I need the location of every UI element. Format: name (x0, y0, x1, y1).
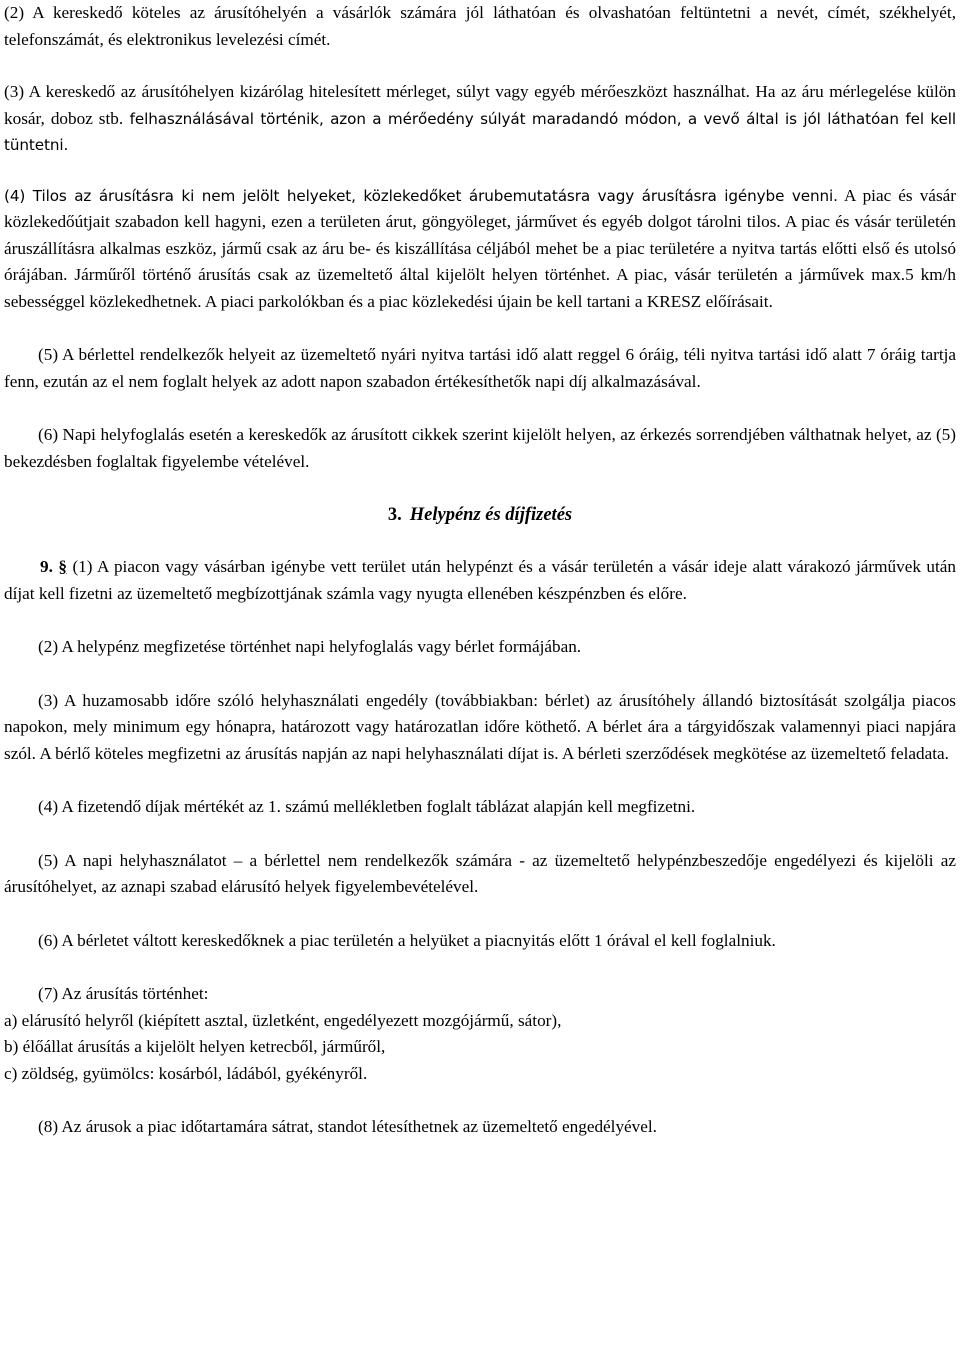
spacer (4, 528, 956, 554)
section-9-paragraph-1-text: (1) A piacon vagy vásárban igénybe vett terület után helypénzt és a vásár területén a vásár ideje alatt várakozó járművek után díjat kell fizetni az üzemeltető megbízottjának számla vagy nyugta ellenében készpénzben és előre. (4, 557, 956, 603)
paragraph-5-text: (5) A bérlettel rendelkezők helyeit az üzemeltető nyári nyitva tartási idő alatt reggel 6 óráig, téli nyitva tartási idő alatt 7 óráig tartja fenn, ezután az el nem foglalt helyek az adott napon szabadon értékesíthetők napi díj alkalmazásával. (4, 345, 956, 391)
spacer (4, 821, 956, 848)
paragraph-2-text: (2) A kereskedő köteles az árusítóhelyén a vásárlók számára jól láthatóan és olvashatóan feltüntetni a nevét, címét, székhelyét, telefonszámát, és elektronikus levelezési címét. (4, 3, 956, 49)
paragraph-3-text-part1: (3) A kereskedő az árusítóhelyen kizárólag hitelesített mérleget, súlyt vagy egyéb mérőeszközt használhat. Ha az áru mérlegelése külön kosár, doboz stb. (4, 82, 956, 128)
paragraph-2 (4, 0, 956, 53)
section-heading-number: 3. (387, 505, 402, 525)
spacer (4, 954, 956, 981)
section-9-paragraph-3-text: (3) A huzamosabb időre szóló helyhasználati engedély (továbbiakban: bérlet) az árusítóhely állandó biztosítását szolgálja piacos napokon, mely minimum egy hónapra, határozott vagy határozatlan időre köthető. A bérlet ára a tárgyidőszak valamennyi piaci napjára szól. A bérlő köteles megfizetni az árusítás napján az napi helyhasználati díjat is. A bérleti szerződések megkötése az üzemeltető feladata. (4, 690, 956, 763)
section-9-paragraph-2 (4, 634, 956, 661)
section-9-paragraph-7-intro (4, 981, 956, 1008)
spacer (4, 159, 956, 183)
section-9-paragraph-4-text: (4) A fizetendő díjak mértékét az 1. számú mellékletben foglalt táblázat alapján kell megfizetni. (38, 797, 696, 816)
spacer (4, 1087, 956, 1114)
spacer (4, 315, 956, 342)
spacer (4, 475, 956, 502)
section-heading (4, 502, 956, 528)
paragraph-4-text-part2: A piac és vásár közlekedőútjait szabadon kell hagyni, ezen a területen árut, göngyöleget, járművet és egyéb dolgot tárolni tilos. A piac és vásár területén áruszállításra alkalmas eszköz, jármű csak az áru be- és kiszállítása céljából mehet be a piac területére a nyitva tartás előtti első és utolsó órájában. Járműről történő árusítás csak az üzemeltető által kijelölt helyen történhet. A piac, vásár területén a járművek max.5 km/h sebességgel közlekedhetnek. A piaci parkolókban és a piac közlekedési újain be kell tartani a KRESZ előírásait. (4, 185, 956, 311)
section-9-paragraph-6-text: (6) A bérletet váltott kereskedőknek a piac területén a helyüket a piacnyitás előtt 1 órával el kell foglalniuk. (38, 930, 776, 950)
list-item (4, 1061, 956, 1088)
section-9-number: 9. (40, 557, 53, 576)
section-9-paragraph-1 (4, 554, 956, 607)
section-sign: § (58, 557, 67, 576)
paragraph-4 (4, 183, 956, 316)
document-page (4, 0, 956, 1141)
spacer (4, 607, 956, 634)
paragraph-4-text-part1: (4) Tilos az árusításra ki nem jelölt helyeket, közlekedőket árubemutatásra vagy árusításra igénybe venni. (4, 186, 838, 205)
spacer (4, 53, 956, 79)
section-9-paragraph-8 (4, 1114, 956, 1141)
section-9-paragraph-6 (4, 928, 956, 955)
list-item (4, 1034, 956, 1061)
paragraph-6-text: (6) Napi helyfoglalás esetén a kereskedők az árusított cikkek szerint kijelölt helyen, az érkezés sorrendjében válthatnak helyet, az (5) bekezdésben foglaltak figyelembe vételével. (4, 425, 956, 471)
section-9-paragraph-5-text: (5) A napi helyhasználatot – a bérlettel nem rendelkezők számára - az üzemeltető helypénzbeszedője engedélyezi és kijelöli az árusítóhelyet, az aznapi szabad elárusító helyek figyelembevételével. (4, 850, 956, 896)
list-item-text: b) élőállat árusítás a kijelölt helyen ketrecből, járműről, (4, 1037, 386, 1056)
list-item (4, 1008, 956, 1035)
list-item-text: c) zöldség, gyümölcs: kosárból, ládából, gyékényről. (4, 1063, 368, 1083)
section-9-paragraph-2-text: (2) A helypénz megfizetése történhet napi helyfoglalás vagy bérlet formájában. (38, 637, 582, 656)
list-item-text: a) elárusító helyről (kiépített asztal, üzletként, engedélyezett mozgójármű, sátor), (4, 1010, 562, 1030)
paragraph-3 (4, 79, 956, 159)
section-9-paragraph-3 (4, 688, 956, 768)
spacer (4, 661, 956, 688)
paragraph-6 (4, 422, 956, 475)
paragraph-3-text-part2: felhasználásával történik, azon a mérőedény súlyát maradandó módon, a vevő által is jól láthatóan fel kell tüntetni. (4, 109, 956, 154)
spacer (4, 767, 956, 794)
spacer (4, 395, 956, 422)
section-9-paragraph-7-intro-text: (7) Az árusítás történhet: (38, 984, 209, 1003)
section-9-paragraph-8-text: (8) Az árusok a piac időtartamára sátrat, standot létesíthetnek az üzemeltető engedélyével. (38, 1117, 657, 1136)
section-9-paragraph-5 (4, 848, 956, 901)
paragraph-5 (4, 342, 956, 395)
spacer (4, 901, 956, 928)
section-9-paragraph-4 (4, 794, 956, 821)
section-heading-title: Helypénz és díjfizetés (409, 505, 573, 525)
